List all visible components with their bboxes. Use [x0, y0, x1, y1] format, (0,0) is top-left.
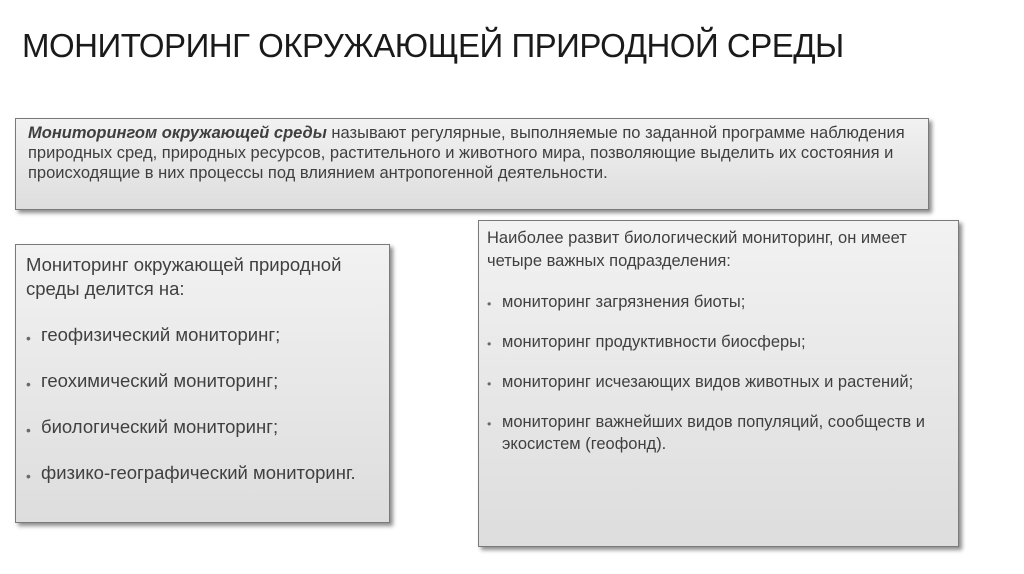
bullet-icon: •	[487, 377, 492, 391]
list-item	[26, 415, 379, 439]
monitoring-types-intro: Мониторинг окружающей природной среды делится на:	[26, 254, 342, 299]
list-item	[487, 371, 950, 393]
list-item	[26, 323, 379, 347]
list-item	[26, 369, 379, 393]
monitoring-types-list	[26, 323, 379, 485]
biological-monitoring-box	[478, 220, 959, 547]
list-item-text: мониторинг продуктивности биосферы;	[502, 333, 806, 351]
list-item	[26, 461, 379, 485]
bullet-icon: •	[487, 297, 492, 311]
definition-box	[15, 118, 929, 210]
list-item-text: физико-географический мониторинг.	[41, 462, 356, 483]
biological-monitoring-list	[487, 291, 950, 455]
list-item-text: геохимический мониторинг;	[41, 370, 279, 391]
list-item-text: мониторинг исчезающих видов животных и растений;	[502, 373, 914, 391]
definition-term: Мониторингом окружающей среды	[28, 124, 327, 142]
list-item-text: геофизический мониторинг;	[41, 324, 281, 345]
slide-title: МОНИТОРИНГ ОКРУЖАЮЩЕЙ ПРИРОДНОЙ СРЕДЫ	[22, 27, 844, 64]
bullet-icon: •	[26, 330, 31, 346]
list-item	[487, 331, 950, 353]
bullet-icon: •	[26, 376, 31, 392]
list-item-text: биологический мониторинг;	[41, 416, 279, 437]
bullet-icon: •	[487, 337, 492, 351]
list-item-text: мониторинг важнейших видов популяций, сообществ и экосистем (геофонд).	[502, 413, 925, 453]
list-item-text: мониторинг загрязнения биоты;	[502, 293, 746, 311]
list-item	[487, 411, 950, 455]
definition-text: называют регулярные, выполняемые по заданной программе наблюдения природных сред, природных ресурсов, растительного и животного мира, позволяющие выделить их состояния и происходящие в них процессы под влиянием антропогенной деятельности.	[28, 124, 905, 182]
bullet-icon: •	[26, 422, 31, 438]
bullet-icon: •	[487, 417, 492, 431]
bullet-icon: •	[26, 468, 31, 484]
monitoring-types-box	[15, 244, 390, 523]
biological-monitoring-intro: Наиболее развит биологический мониторинг, он имеет четыре важных подразделения:	[487, 229, 907, 270]
list-item	[487, 291, 950, 313]
